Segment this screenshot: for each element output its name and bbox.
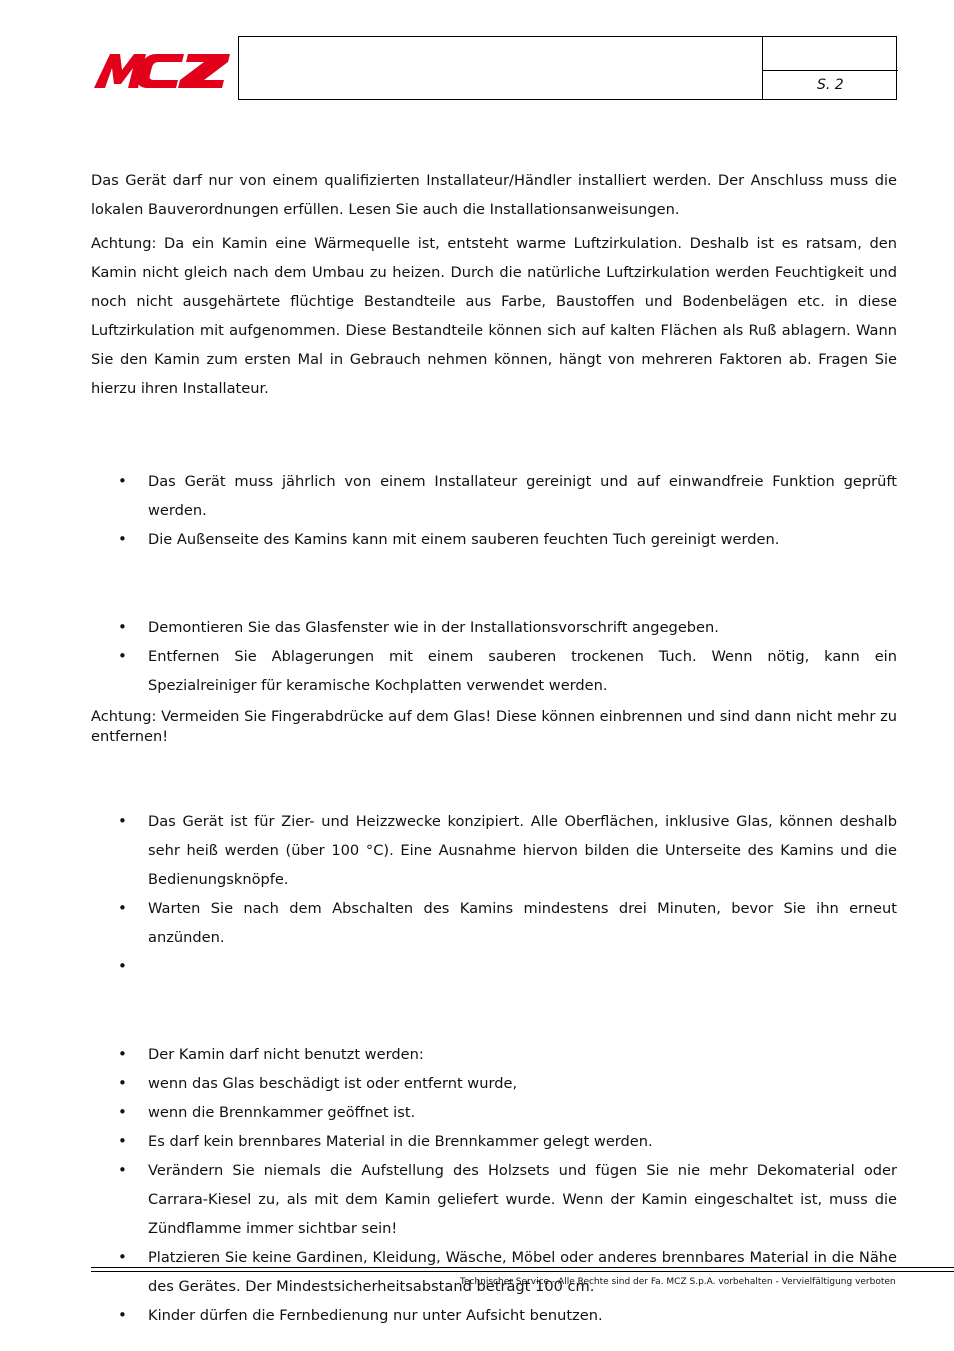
bullet-icon: • <box>118 1248 127 1266</box>
page-number: S. 2 <box>817 77 844 93</box>
bullet-icon: • <box>118 472 127 490</box>
list-item: • Warten Sie nach dem Abschalten des Kamins mindestens drei Minuten, bevor Sie ihn erneut anzünden. <box>91 894 897 952</box>
list-item: • Der Kamin darf nicht benutzt werden: <box>91 1040 897 1069</box>
list-item: • Entfernen Sie Ablagerungen mit einem sauberen trockenen Tuch. Wenn nötig, kann ein Spezialreiniger für keramische Kochplatten verwendet werden. <box>91 642 897 700</box>
bullet-icon: • <box>118 1074 127 1092</box>
bullet-icon: • <box>118 647 127 665</box>
list-item: • wenn das Glas beschädigt ist oder entfernt wurde, <box>91 1069 897 1098</box>
bullet-icon: • <box>118 1103 127 1121</box>
bullet-icon: • <box>118 618 127 636</box>
intro-paragraph: Das Gerät darf nur von einem qualifizierten Installateur/Händler installiert werden. Der Anschluss muss die lokalen Bauverordnungen erfüllen. Lesen Sie auch die Installationsanweisungen. <box>91 172 897 218</box>
glass-list <box>91 613 897 700</box>
list-item: • Demontieren Sie das Glasfenster wie in der Installationsvorschrift angegeben. <box>91 613 897 642</box>
bullet-icon: • <box>118 1306 127 1324</box>
bullet-icon: • <box>118 899 127 917</box>
bullet-icon: • <box>118 1161 127 1179</box>
maintenance-list <box>91 467 897 554</box>
header-divider <box>762 37 763 99</box>
list-item: • Platzieren Sie keine Gardinen, Kleidung, Wäsche, Möbel oder anderes brennbares Material in die Nähe des Gerätes. Der Mindestsicherheitsabstand beträgt 100 cm. <box>91 1243 897 1301</box>
usage-list <box>91 807 897 981</box>
list-item: • Verändern Sie niemals die Aufstellung des Holzsets und fügen Sie nie mehr Dekomaterial oder Carrara-Kiesel zu, als mit dem Kamin geliefert wurde. Wenn der Kamin eingeschaltet ist, muss die Zündflamme immer sichtbar sein! <box>91 1156 897 1243</box>
list-item: • Das Gerät muss jährlich von einem Installateur gereinigt und auf einwandfreie Funktion geprüft werden. <box>91 467 897 525</box>
footer-divider <box>91 1267 954 1268</box>
bullet-icon: • <box>118 812 127 830</box>
mcz-logo <box>92 50 232 90</box>
bullet-icon: • <box>118 957 127 975</box>
list-item: • Kinder dürfen die Fernbedienung nur unter Aufsicht benutzen. <box>91 1301 897 1330</box>
bullet-icon: • <box>118 1132 127 1150</box>
intro-paragraph: Achtung: Da ein Kamin eine Wärmequelle ist, entsteht warme Luftzirkulation. Deshalb ist es ratsam, den Kamin nicht gleich nach dem Umbau zu heizen. Durch die natürliche Luftzirkulation werden Feuchtigkeit und noch nicht ausgehärtete flüchtige Bestandteile aus Farbe, Baustoffen und Bodenbelägen etc. in diese Luftzirkulation mit aufgenommen. Diese Bestandteile können sich auf kalten Flächen als Ruß ablagern. Wann Sie den Kamin zum ersten Mal in Gebrauch nehmen können, hängt von mehreren Faktoren ab. Fragen Sie hierzu ihren Installateur. <box>91 235 897 397</box>
bullet-icon: • <box>118 1045 127 1063</box>
footer-text: Technischer Service - Alle Rechte sind der Fa. MCZ S.p.A. vorbehalten - Vervielfältigung verboten <box>460 1277 896 1287</box>
list-item: • Die Außenseite des Kamins kann mit einem sauberen feuchten Tuch gereinigt werden. <box>91 525 897 554</box>
glass-note: Achtung: Vermeiden Sie Fingerabdrücke auf dem Glas! Diese können einbrennen und sind dann nicht mehr zu entfernen! <box>91 708 897 745</box>
document-body <box>91 166 897 1330</box>
header-cell-divider <box>762 70 898 71</box>
header-box <box>238 36 897 100</box>
bullet-icon: • <box>118 530 127 548</box>
list-item: • Es darf kein brennbares Material in die Brennkammer gelegt werden. <box>91 1127 897 1156</box>
list-item: • Das Gerät ist für Zier- und Heizzwecke konzipiert. Alle Oberflächen, inklusive Glas, können deshalb sehr heiß werden (über 100 °C). Eine Ausnahme hiervon bilden die Unterseite des Kamins und die Bedienungsknöpfe. <box>91 807 897 894</box>
list-item <box>91 952 897 981</box>
list-item: • wenn die Brennkammer geöffnet ist. <box>91 1098 897 1127</box>
footer-divider <box>91 1271 954 1272</box>
